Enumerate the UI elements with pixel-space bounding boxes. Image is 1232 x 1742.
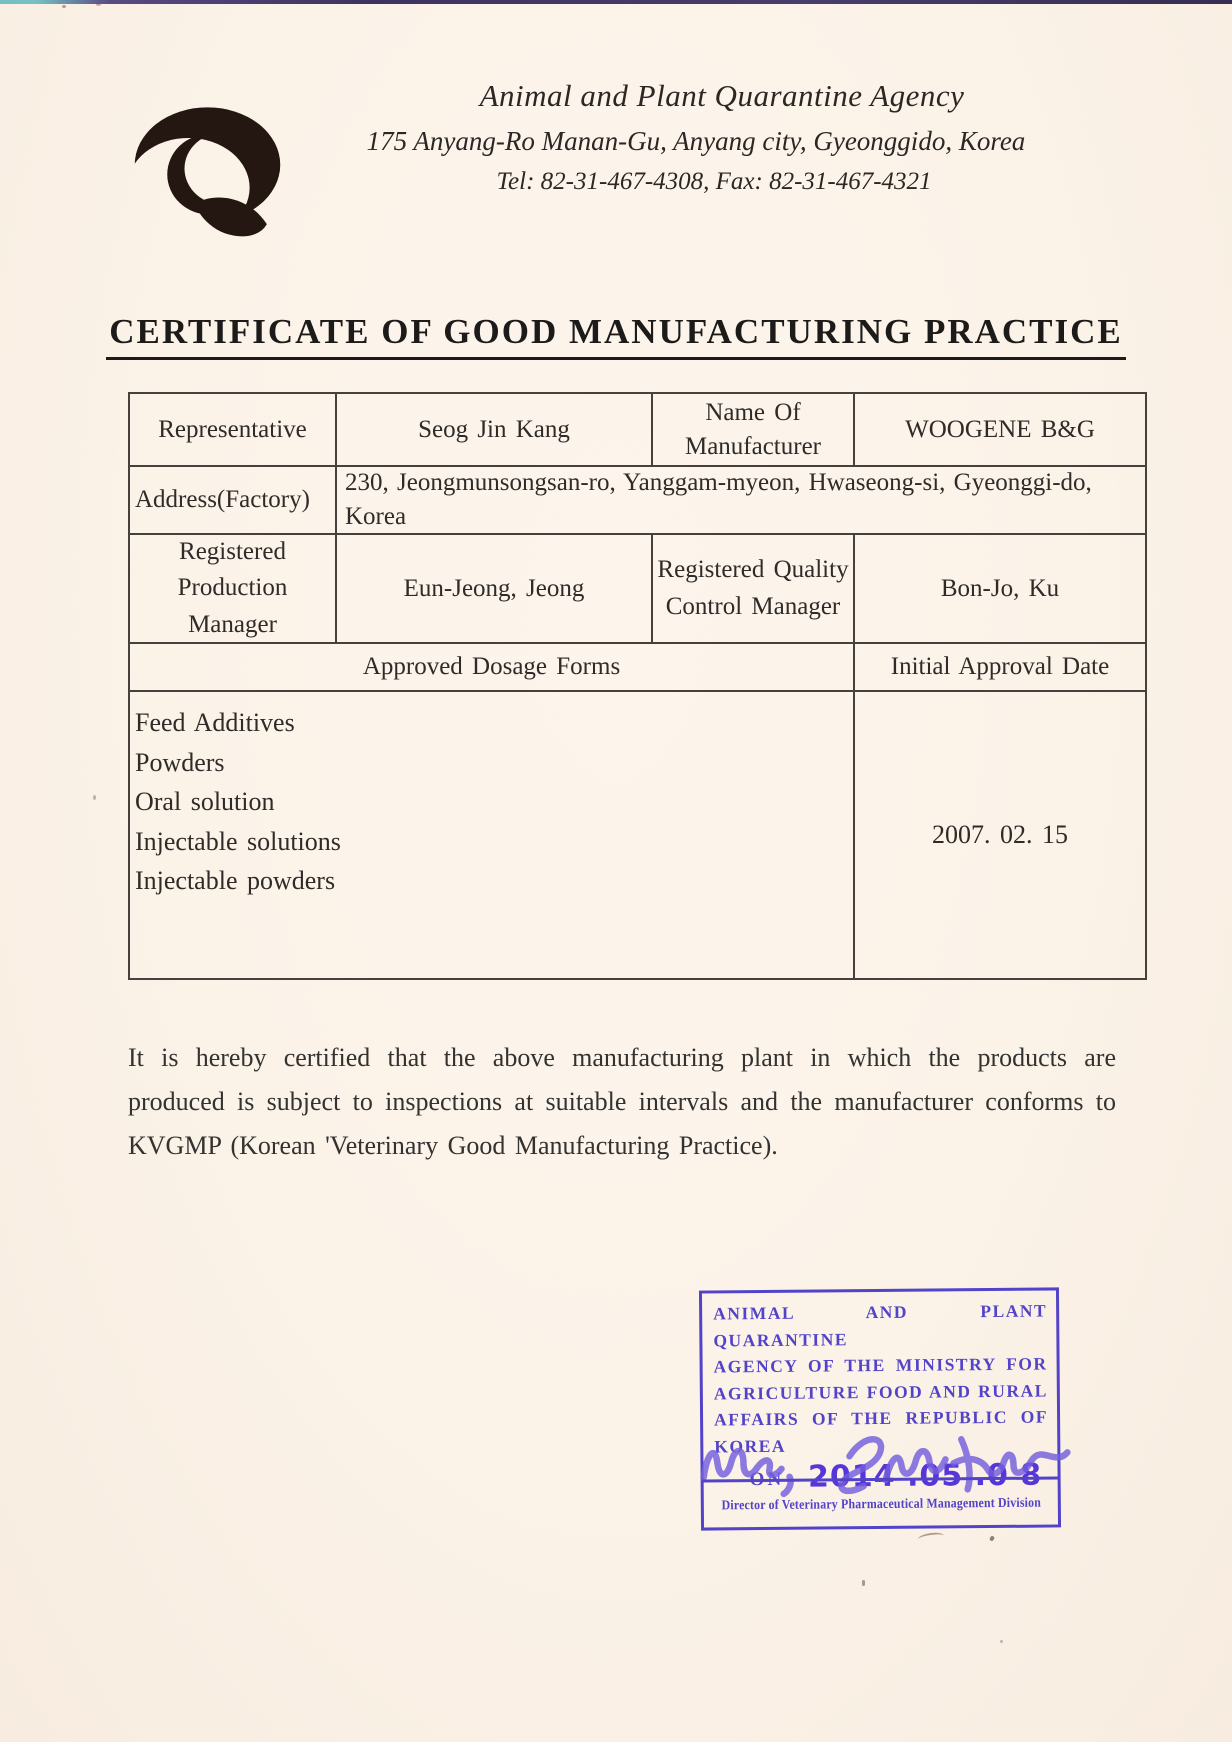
letterhead <box>190 78 1230 196</box>
certificate-title: CERTIFICATE OF GOOD MANUFACTURING PRACTICE <box>106 312 1126 360</box>
dosage-form-item: Injectable powders <box>135 866 336 895</box>
approval-date-value: 2007. 02. 15 <box>932 820 1068 849</box>
qc-manager-value: Bon-Jo, Ku <box>855 535 1145 644</box>
ink-speck <box>1000 1640 1003 1643</box>
manufacturer-value: WOOGENE B&G <box>855 394 1145 467</box>
ink-speck <box>62 5 66 8</box>
approval-stamp <box>699 1287 1061 1530</box>
pencil-squiggle <box>918 1531 945 1544</box>
manufacturer-label: Name Of Manufacturer <box>653 394 855 467</box>
ink-speck <box>96 3 101 6</box>
stamp-line: AGRICULTURE FOOD AND RURAL <box>713 1380 1048 1403</box>
stamp-date: 2014 .05 .0 8 <box>807 1457 1043 1495</box>
certificate-table <box>128 392 1147 980</box>
ink-speck <box>93 795 96 800</box>
representative-label: Representative <box>130 394 337 467</box>
representative-value: Seog Jin Kang <box>337 394 653 467</box>
ink-speck <box>989 1535 995 1541</box>
ink-speck <box>862 1580 865 1586</box>
stamp-line: AGENCY OF THE MINISTRY FOR <box>713 1353 1048 1377</box>
dosage-form-item: Oral solution <box>135 787 275 816</box>
agency-name: Animal and Plant Quarantine Agency <box>479 78 965 113</box>
agency-contact: Tel: 82-31-467-4308, Fax: 82-31-467-4321 <box>496 168 932 195</box>
stamp-on-label: ON <box>749 1468 785 1490</box>
stamp-director-title: Director of Veterinary Pharmaceutical Management Division <box>721 1494 1041 1512</box>
approval-date-header: Initial Approval Date <box>855 644 1145 692</box>
stamp-line: ANIMAL AND PLANT QUARANTINE <box>713 1300 1048 1350</box>
dosage-form-item: Powders <box>135 747 225 777</box>
stamp-line: AFFAIRS OF THE REPUBLIC OF KOREA <box>713 1406 1049 1456</box>
dosage-form-item: Injectable solutions <box>135 826 341 856</box>
qc-manager-label: Registered Quality Control Manager <box>653 535 855 644</box>
title-row <box>0 312 1232 360</box>
dosage-form-item: Feed Additives <box>135 708 295 737</box>
dosage-forms-list <box>130 692 855 978</box>
dosage-forms-header: Approved Dosage Forms <box>130 644 855 692</box>
scan-edge-artifact <box>0 0 1232 4</box>
production-manager-label: Registered Production Manager <box>130 535 337 644</box>
agency-address: 175 Anyang-Ro Manan-Gu, Anyang city, Gyeonggido, Korea <box>366 126 1026 156</box>
stamp-director-bar <box>703 1476 1059 1527</box>
certification-paragraph: It is hereby certified that the above manufacturing plant in which the products are produced is subject to inspections at suitable intervals and the manufacturer conforms to KVGMP (Korean 'Veterinary Good Manufacturing Practice). <box>128 1043 1116 1160</box>
production-manager-value: Eun-Jeong, Jeong <box>337 535 653 644</box>
address-label: Address(Factory) <box>130 467 337 535</box>
address-value: 230, Jeongmunsongsan-ro, Yanggam-myeon, Hwaseong-si, Gyeonggi-do, Korea <box>337 467 1145 535</box>
